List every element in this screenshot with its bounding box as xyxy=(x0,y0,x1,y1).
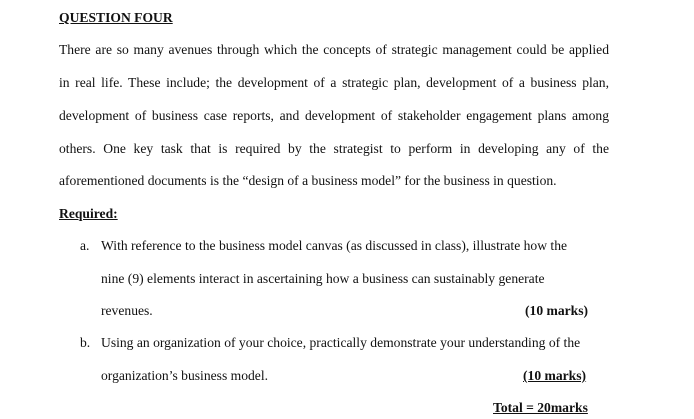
item-line: revenues. xyxy=(101,303,153,318)
item-marks: (10 marks) xyxy=(525,303,589,318)
intro-line: in real life. These include; the development of a strategic plan, development of a business plan, xyxy=(59,75,609,90)
total-marks: Total = 20marks xyxy=(493,400,588,415)
item-line: nine (9) elements interact in ascertaining how a business can sustainably generate xyxy=(101,271,545,286)
item-marks-text: (10 marks) xyxy=(523,368,587,383)
intro-line: There are so many avenues through which the concepts of strategic management could be applied xyxy=(59,42,609,57)
intro-line: others. One key task that is required by the strategist to perform in developing any of the xyxy=(59,141,609,156)
intro-line: aforementioned documents is the “design of a business model” for the business in question. xyxy=(59,173,557,188)
item-letter: b. xyxy=(80,335,91,350)
question-title: QUESTION FOUR xyxy=(59,10,173,25)
item-line: organization’s business model. xyxy=(101,368,269,383)
required-label: Required: xyxy=(59,206,118,221)
intro-line: development of business case reports, and development of stakeholder engagement plans among xyxy=(59,108,609,123)
item-letter: a. xyxy=(80,238,90,253)
item-line: With reference to the business model canvas (as discussed in class), illustrate how the xyxy=(101,238,568,253)
item-marks xyxy=(493,368,586,384)
item-line: Using an organization of your choice, practically demonstrate your understanding of the xyxy=(101,335,581,350)
